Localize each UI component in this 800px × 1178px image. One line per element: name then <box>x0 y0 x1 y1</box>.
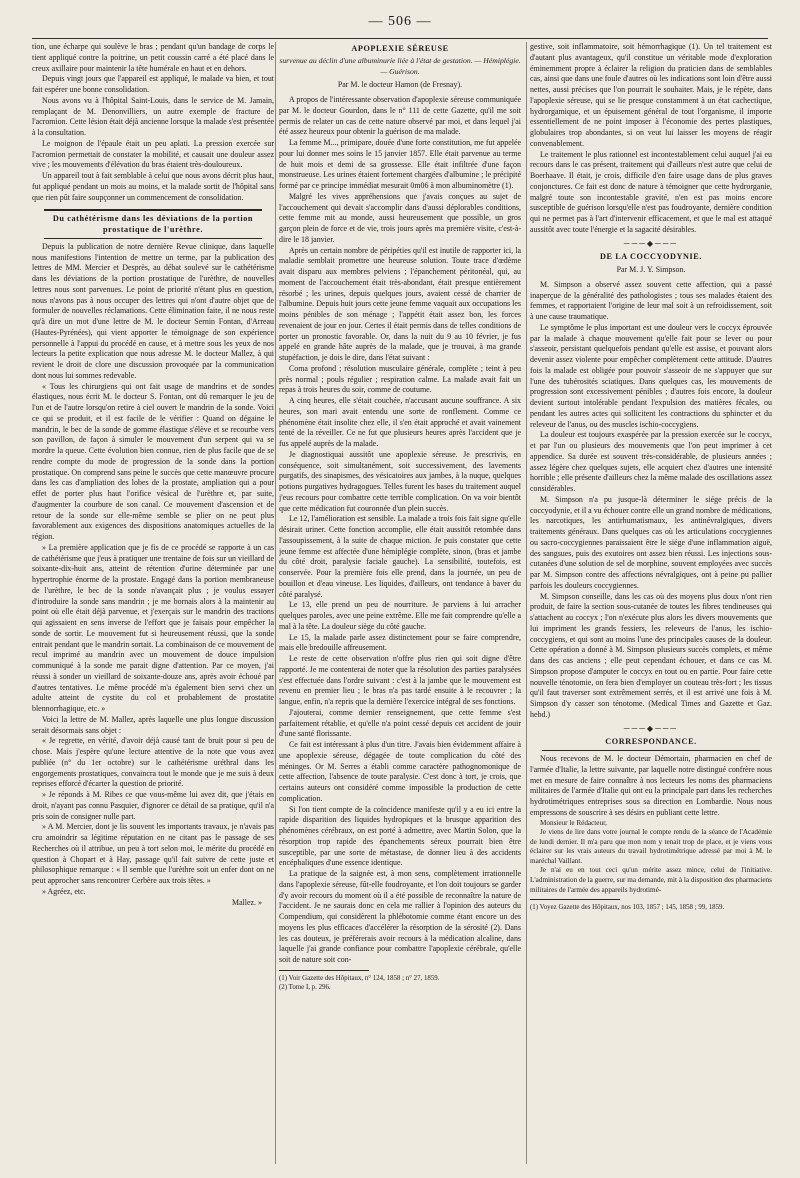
signature: Mallez. » <box>232 897 262 907</box>
paragraph: Le 15, la malade parle assez distinctement pour se faire comprendre, mais elle bredouille affreusement. <box>279 632 521 653</box>
article-title: DE LA COCCYODYNIE. <box>599 252 702 262</box>
paragraph: » A M. Mercier, dont je lis souvent les importants travaux, je n'avais pas cru amoindrir sa légitime réputation en ne citant pas le passage de ses Recherches où il attribue, un peu à tort selon moi, le mérite du procédé en question à Chopart et à Hay, passage qu'il fait suivre de cette juste et philosophique remarque : « Il semble que l'urèthre soit un enfer dont on ne peut approcher sans rencontrer Cerbère aux trois têtes. » <box>32 822 274 885</box>
paragraph: M. Simpson conseille, dans les cas où des moyens plus doux n'ont rien produit, de faire la section sous-cutanée de toutes les fibres tendineuses qui s'attachent au coccyx ; l'on n'exécute plus alors les divers mouvements que lui impriment les grands fessiers, les releveurs de l'anus, les ischio-coccygiens, et qui sont au moins l'une des principales causes de la douleur. Cette opération a donné à M. Simpson plusieurs succès complets, et même dans des cas anciens ; elle peut cependant échouer, et dans ce cas M. Simpson propose d'amputer le coccyx en tout ou en partie. Pour faire cette nouvelle ténotomie, on fera bien d'employer un couteau très-fort ; les tissus qu'il faut traverser sont extrêmement serrés, et il est arrivé une fois à M. Simpson d'y casser son ténotome. (Medical Times and Gazette et Gaz. hebd.) <box>530 591 772 719</box>
paragraph: Le reste de cette observation n'offre plus rien qui soit digne d'être rapporté. Je me contenterai de noter que la résolution des parties paralysées s'est effectuée dans l'ordre suivant : c'est à la jambe que le mouvement est revenu en premier lieu ; le bras n'a pas tardé ensuite à le recouvrer ; la langue, enfin, n'a repris que la dernière l'exercice intégral de ses fonctions. <box>279 654 521 706</box>
paragraph: A cinq heures, elle s'était couchée, n'accusant aucune souffrance. A six heures, son mari avait entendu une sorte de ronflement. Comme ce phénomène était insolite chez elle, il s'en était approché et avait vainement tenté de la réveiller. Ce ne fut que plusieurs heures après l'accident que je fus appelé auprès de la malade. <box>279 396 521 448</box>
paragraph: tion, une écharpe qui soulève le bras ; pendant qu'un bandage de corps le tient appliqué contre la poitrine, un petit coussin carré a été placé dans le creux axillaire pour maintenir la tête humérale en haut et en dehors. <box>32 42 274 73</box>
paragraph: Après un certain nombre de péripéties qu'il est inutile de rapporter ici, la maladie semblait promettre une heureuse solution. Toute trace d'œdème avait disparu aux membres pelviens ; l'épanchement péritonéal, qui, au moment de l'accouchement était très-abondant, était presque entièrement résorbé ; les urines, depuis quelques jours, avaient cessé de charrier de l'albumine. Depuis huit jours cette jeune femme vaquait aux occupations les moins pénibles de son ménage ; l'appétit était assez bon, les forces revenaient de jour en jour. Certes il était permis dans de telles conditions de porter un pronostic favorable. Or, dans la nuit du 9 au 10 février, je fus appelé en grande hâte auprès de la malade, que je trouvai, à ma grande stupéfaction, je dois le dire, dans l'état suivant : <box>279 245 521 362</box>
section-title: CORRESPONDANCE. <box>605 737 697 747</box>
paragraph: Le symptôme le plus important est une douleur vers le coccyx éprouvée par la malade à chaque mouvement qu'elle fait pour se lever ou pour s'asseoir, persistant quelquefois pendant qu'elle est assise, et pouvant alors devenir assez violente pour empêcher complètement cette attitude. D'autres fois la malade est obligée pour pouvoir s'asseoir de ne s'appuyer que sur l'une des tubérosités sciatiques. Dans quelques cas, les mouvements de progression sont excessivement pénibles ; d'autres fois encore, la douleur devient surtout intolérable pendant l'expulsion des matières fécales, ou pendant les autres actes qui sollicitent les contractions du sphincter et du releveur de l'anus, ou des muscles ischio-coccygiens. <box>530 322 772 429</box>
paragraph: Depuis vingt jours que l'appareil est appliqué, le malade va bien, et tout fait espérer une bonne consolidation. <box>32 74 274 94</box>
column-left <box>32 42 274 1164</box>
paragraph: Je viens de lire dans votre journal le compte rendu de la séance de l'Académie de lundi dernier. Il m'a paru que mon nom y tenait trop de place, et je viens vous éclairer sur les vrais auteurs du travail hydrotimétrique adressé par moi à M. le maréchal Vaillant. <box>530 828 772 865</box>
paragraph: » La première application que je fis de ce procédé se rapporte à un cas de cathétérisme que j'eus à pratiquer une trentaine de fois sur un vieillard de soixante-dix-huit ans, atteint de rétention d'urine déterminée par une hypertrophie énorme de la prostate. Engagé dans la portion membraneuse de l'urèthre, le bec de la sonde n'avançait plus ; je voulus essayer d'introduire la sonde sans mandrin ; je me bornais alors à la maintenir au point où elle était déjà parvenue, et j'exerçais sur le mandrin des tractions qui agissaient en sens inverse de l'effort que je faisais pour empêcher la sonde de sortir. Le mouvement fut si heureusement réussi, que la sonde entrait pendant que le mandrin sortait. La combinaison de ce mouvement de recul imprimé au mandrin avec un mouvement de douce impulsion communiqué à la sonde me parait digne d'attention. Par ce moyen, j'ai réussi à sonder un vieillard de soixante-douze ans, après avoir échoué par d'autres tentatives. Le même procédé m'a également bien servi chez un adulte atteint de cystite du col et probablement de prostatite blennorrhagique, etc. » <box>32 542 274 713</box>
footnote-rule <box>530 899 620 900</box>
paragraph: Le 12, l'amélioration est sensible. La malade a trois fois fait signe qu'elle désirait uriner. Cette fonction accomplie, elle était aussitôt retombée dans l'assoupissement, à la suite de chaque miction. Je puis constater que cette jeune femme est affectée d'une hémiplégie complète, sinon, (bras et jambe du côté droit, paralysie faciale gauche). La sensibilité, toutefois, est conservée. Pour la première fois elle prend, dans la journée, un peu de bouillon et d'eau vineuse. Les liquides, d'ailleurs, ont tendance à baver du côté paralysé. <box>279 514 521 599</box>
paragraph: Voici la lettre de M. Mallez, après laquelle une plus longue discussion serait désormais sans objet : <box>32 714 274 735</box>
column-divider <box>275 42 276 1164</box>
paragraph: Je diagnostiquai aussitôt une apoplexie séreuse. Je prescrivis, en conséquence, soit simultanément, soit successivement, des lavements purgatifs, des sinapismes, des vésicatoires aux jambes, à la nuque, quelques potions purgatives hydragogues. Telles furent les bases du traitement auquel j'eus recours pour combattre cette terrible complication. On va voir bientôt que cette médication fut couronnée d'un plein succès. <box>279 449 521 513</box>
paragraph: La pratique de la saignée est, à mon sens, complètement irrationnelle dans l'apoplexie séreuse, fût-elle foudroyante, et l'on doit toujours se garder d'y avoir recours du moment où il a été possible de reconnaître la nature de l'accident. Je ne saurais donc en cela me rallier à l'opinion des auteurs du Compendium, qui considèrent la phlébotomie comme étant encore un des moyens les plus efficaces d'accélérer la résorption de la sérosité (2). Dans les cas douteux, je préférerais avoir recours à la médication alcaline, dans laquelle j'ai grande confiance pour combattre l'apoplexie cérébrale, qu'elle soit de nature soit con- <box>279 869 521 964</box>
page-header <box>0 8 800 36</box>
paragraph: Malgré les vives appréhensions que j'avais conçues au sujet de l'accouchement qui devait s'accomplir dans d'aussi déplorables conditions, cette femme mit au monde, aussi heureusement que possible, un gros garçon plein de force et de vie, trois jours après ma première visite, c'est-à-dire le 18 janvier. <box>279 191 521 244</box>
byline: Par M. J. Y. Simpson. <box>616 265 686 274</box>
paragraph: gestive, soit inflammatoire, soit hémorrhagique (1). Un tel traitement est d'autant plus avantageux, qu'il constitue un véritable mode d'exploration éminemment propre à éclairer la religion du praticien dans de semblables cas, ainsi que dans une foule d'autres où les indications sont loin d'être aussi nettes, aussi précises que l'on pourrait le souhaiter. Mais, je le répète, dans l'apoplexie séreuse, qui se lie presque constamment à un état cachectique, hydrorgamique, et un épuisement général de tout l'organisme, il importe essentiellement de ne point imposer à l'économie des pertes plastiques, globulaires trop abondantes, si on veut lui laisser les moyens de réagir convenablement. <box>530 42 772 148</box>
paragraph: Le traitement le plus rationnel est incontestablement celui auquel j'ai eu recours dans le cas présent, traitement qui d'ailleurs n'est autre que celui de Boerhaave. Il était, je crois, difficile d'en faire usage dans de plus graves conjonctures. Ce fait est donc de nature à témoigner que cette hydrorganie, malgré toute son incontestable gravité, n'en est pas moins encore susceptible de guérison lorsqu'elle n'est pas foudroyante, dernière condition qui ne permet pas à l'art d'intervenir efficacement, et que le mal est attaqué aussitôt avec toute l'énergie et la sagacité désirables. <box>530 149 772 234</box>
ornamental-rule: ───◆─── <box>623 723 679 733</box>
page-number: — 506 — <box>368 14 432 29</box>
paragraph: Le moignon de l'épaule était un peu aplati. La pression exercée sur l'acromion permettait de constater la mobilité, et causait une douleur assez vive ; les mouvements d'élévation du bras étaient très-douloureux. <box>32 138 274 170</box>
footnote: (1) Voyez Gazette des Hôpitaux, nos 103, 1857 ; 145, 1858 ; 99, 1859. <box>530 904 725 912</box>
paragraph: Nous avons vu à l'hôpital Saint-Louis, dans le service de M. Jamain, remplaçant de M. Denonvilliers, un autre exemple de fracture de l'acromion. Cette lésion était déjà ancienne lorsque la malade s'est présentée à la consultation. <box>32 95 274 137</box>
paragraph: « Tous les chirurgiens qui ont fait usage de mandrins et de sondes élastiques, nous écrit M. le docteur S. Fontan, ont dû remarquer le jeu de l'un et de l'autre lorsqu'on retire à ciel ouvert le mandrin de la sonde. Voici ce qui se produit, et il est facile de le vérifier : Quand on dégaine le mandrin, le bec de la sonde de gomme élastique s'élève et se recourbe vers son pavillon, de façon à simuler le mouvement d'un serpent qui va se mordre la queue. Cette évolution bien connue, rien de plus facile que de se rendre compte du mode de progression de la sonde dans la portion prostatique. On comprend sans peine le succès que cette manœuvre procure dans les cas d'ampliation des lobes de la prostate, ampliation qui a pour effet de porter plus haut l'orifice vésical de l'urèthre et, par suite, d'augmenter la courbure de son canal. Ce mouvement d'ascension et de retour de la sonde sur elle-même semble se plier on ne peut plus favorablement aux exigences des dispositions anatomiques actuelles de la région. <box>32 381 274 541</box>
column-divider <box>526 42 527 1164</box>
paragraph: Je n'ai eu en tout ceci qu'un mérite assez mince, celui de l'initiative. L'administration de la guerre, sur ma demande, mit à la disposition des pharmaciens militaires de l'armée des appareils hydrotimé- <box>530 866 772 894</box>
paragraph: Depuis la publication de notre dernière Revue clinique, dans laquelle nous manifestions l'intention de mettre un terme, par la publication des lettres de MM. Mercier et Desprès, au débat soulevé sur le cathétérisme dans les déviations de la portion prostatique de l'urèthre, de nouvelles lettres nous sont parvenues. Le point de priorité n'étant plus en question, nous n'avons pas à nous occuper des lettres qui n'ont d'autre objet que de formuler de nouvelles réclamations. Cette élimination faite, il ne nous reste qu'à dire un mot d'une lettre de M. le docteur Sernin Fontan, d'Arreau (Hautes-Pyrénées), qui vient apporter le témoignage de son expérience personnelle à l'appui du procédé en cause, et à mettre sous les yeux de nos lecteurs la petite explication que nous adresse M. le docteur Mallez, à qui revient le droit de clore une discussion provoquée par la communication dont nous lui sommes redevable. <box>32 241 274 380</box>
ornamental-rule: ───◆─── <box>623 238 679 248</box>
article-title: Du cathétérisme dans les déviations de la portion prostatique de l'urèthre. <box>52 214 254 234</box>
paragraph: Coma profond ; résolution musculaire générale, complète ; teint à peu près normal ; pouls régulier ; respiration calme. La malade avait fait un repas à trois heures du soir, comme de coutume. <box>279 363 521 395</box>
article-title: APOPLEXIE SÉREUSE <box>351 44 449 53</box>
byline: Par M. le docteur Hamon (de Fresnay). <box>337 80 463 90</box>
paragraph: A propos de l'intéressante observation d'apoplexie séreuse communiquée par M. le docteur Gourdon, dans le n° 111 de cette Gazette, qu'il me soit permis de relater un cas de cette nature observé par moi, et dans lequel j'ai été assez heureux pour obtenir la guérison de ma malade. <box>279 95 521 137</box>
paragraph: Le 13, elle prend un peu de nourriture. Je parviens à lui arracher quelques paroles, avec une peine extrême. Elle me fait comprendre qu'elle a mal à la tête. La douleur siège du côté gauche. <box>279 600 521 631</box>
header-rule <box>32 38 768 39</box>
paragraph: Si l'on tient compte de la coïncidence manifeste qu'il y a eu ici entre la rapide disparition des liquides hydropiques et la brusque apparition des phénomènes cérébraux, on est porté à admettre, avec Martin Solon, que la résorption trop rapide des épanchements séreux pourrait bien être susceptible, par une sorte de métastase, de donner lieu à des accidents encéphaliques d'une essence identique. <box>279 804 521 868</box>
paragraph: Nous recevons de M. le docteur Démortain, pharmacien en chef de l'armée d'Italie, la lettre suivante, par laquelle notre distingué confrère nous met en mesure de faire connaître à nos lecteurs les noms des pharmaciens militaires de l'armée d'Italie qui ont eu la principale part dans les recherches hydrotimétriques entreprises sous sa direction en Lombardie. Nous nous empressons de souscrire à ses désirs en publiant cette lettre. <box>530 754 772 817</box>
closing: » Agréez, etc. <box>42 886 86 896</box>
footnote-rule <box>279 970 369 971</box>
paragraph: M. Simpson n'a pu jusque-là déterminer le siége précis de la coccyodynie, et il a vu échouer contre elle un grand nombre de médications, les narcotiques, les antirhumatismaux, les antinévralgiques, divers traitements généraux. Dans quelques cas où les articulations coccygiennes ou sacro-coccygiennes paraissaient être le siége d'une inflammation aiguë, des sangsues, puis des exutoires ont assez bien réussi. Les injections sous-cutanées d'une solution de sel de morphine, souvent employées avec succès par M. Simpson contre des affections névralgiques, ont à peine pu pallier parfois les douleurs coccygiennes. <box>530 494 772 590</box>
column-right <box>530 42 772 1164</box>
paragraph: « Je regrette, en vérité, d'avoir déjà causé tant de bruit pour si peu de chose. Mais j'espère qu'une lecture attentive de la note que vous avez publiée (n° du 1er octobre) sur le cathétérisme uréthral dans les engorgements prostatiques, convaincra tout le monde que je me suis à deux reprises efforcé d'écarter la question de priorité. <box>32 736 274 789</box>
title-underline <box>44 238 262 239</box>
paragraph: Un appareil tout à fait semblable à celui que nous avons décrit plus haut, fut appliqué pendant un mois au moins, et la malade sortit de l'hôpital sans que rien pût faire soupçonner un commencement de consolidation. <box>32 171 274 202</box>
footnote: (1) Voir Gazette des Hôpitaux, n° 124, 1858 ; n° 27, 1859. <box>279 974 440 982</box>
section-separator <box>44 209 262 211</box>
paragraph: Ce fait est intéressant à plus d'un titre. J'avais bien évidemment affaire à une apoplexie séreuse, dégagée de toute complication du côté des méninges. Or M. Serres a établi comme caractère pathognomonique de cette affection, l'absence de toute paralysie. C'est donc à tort, je crois, que certains auteurs ont considéré comme impossible la production de cette complication. <box>279 740 521 803</box>
footnote: (2) Tome I, p. 296. <box>279 983 331 991</box>
paragraph: J'ajouterai, comme dernier renseignement, que cette femme s'est parfaitement rétablie, et qu'elle n'a point cessé depuis cet accident de jouir d'une santé florissante. <box>279 707 521 739</box>
paragraph: M. Simpson a observé assez souvent cette affection, qui a passé inaperçue de la généralité des pathologistes ; tous ses malades étaient des femmes, et rapportaient l'origine de leur mal soit à un refroidissement, soit à une cause traumatique. <box>530 279 772 321</box>
letter-salutation: Monsieur le Rédacteur, <box>540 818 607 827</box>
article-subtitle: survenue au déclin d'une albuminurie liée à l'état de gestation. — Hémiplégie. — Guérison. <box>279 55 521 76</box>
paragraph: » Je réponds à M. Ribes ce que vous-même lui avez dit, que j'étais en droit, n'ayant pas connu Pasquier, d'ignorer ce détail de sa pratique, qu'il n'a pris soin de consigner nulle part. <box>32 790 274 821</box>
title-underline <box>542 750 760 751</box>
column-middle <box>279 42 521 1164</box>
paragraph: La femme M..., primipare, douée d'une forte constitution, me fut appelée pour lui donner mes soins le 15 janvier 1857. Elle était parvenue au terme de huit mois et demi de sa grossesse. Elle était infiltrée d'une façon monstrueuse. Les urines étaient fortement chargées d'albumine ; le précipité formé par ce principe immédiat mesurait 0m06 à mon albuminomètre (1). <box>279 138 521 190</box>
paragraph: La douleur est toujours exaspérée par la pression exercée sur le coccyx, et par l'un ou plusieurs des mouvements que l'on peut imprimer à cet appendice. Sa durée est souvent très-considérable, de plusieurs années ; assez légère chez quelques sujets, elle acquiert chez d'autres une intensité horrible ; elle présente d'ailleurs chez la même malade des oscillations assez considérables. <box>530 430 772 493</box>
